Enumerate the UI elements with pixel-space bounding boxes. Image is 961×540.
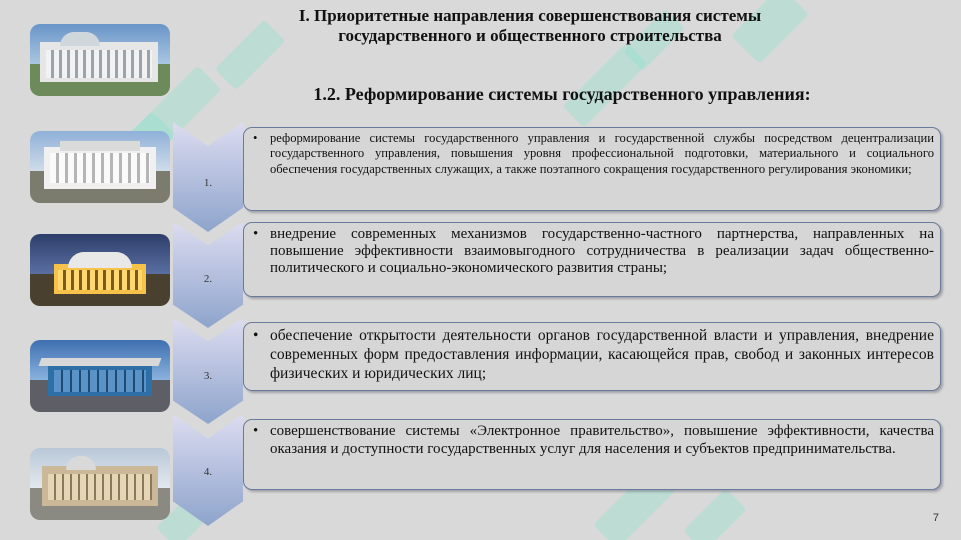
building-photo [30,340,170,412]
bullet: • [253,327,259,344]
priority-item-4 [243,419,941,490]
priority-item-text: совершенствование системы «Электронное правительство», повышение эффективности, качества оказания и доступности государственных услуг для населения и субъектов предпринимательства. [270,423,934,457]
bullet: • [253,131,258,145]
priority-item-text: обеспечение открытости деятельности органов государственной власти и управления, внедрение современных форм предоставления информации, касающейся прав, свобод и законных интересов физических и юридических лиц; [270,327,934,382]
priority-item-3 [243,322,941,391]
priority-item-2 [243,222,941,297]
building-photo [30,448,170,520]
priority-item-text: реформирование системы государственного управления и государственной службы посредством децентрализации государственного управления, повышения уровня профессиональной подготовки, материального и социального обеспечения государственных служащих, а также поэтапного сокращения государственного регулирования экономики; [270,131,934,176]
building-photo [30,131,170,203]
step-number: 2. [203,273,213,285]
section-subtitle: 1.2. Реформирование системы государственного управления: [313,84,811,104]
bullet: • [253,226,259,242]
watermark-shape [683,488,747,540]
step-number: 4. [203,466,213,478]
building-photo [30,24,170,96]
priority-item-1 [243,127,941,211]
slide-title: I. Приоритетные направления совершенствования системы государственного и общественного строительства [298,6,762,45]
step-number: 3. [203,370,213,382]
step-number: 1. [203,177,213,189]
building-photo [30,234,170,306]
priority-item-text: внедрение современных механизмов государственно-частного партнерства, направленных на повышение эффективности взаимовыгодного сотрудничества в реализации задач общественно-политического и социально-экономического развития страны; [270,226,934,276]
page-number: 7 [932,512,939,524]
bullet: • [253,423,259,439]
